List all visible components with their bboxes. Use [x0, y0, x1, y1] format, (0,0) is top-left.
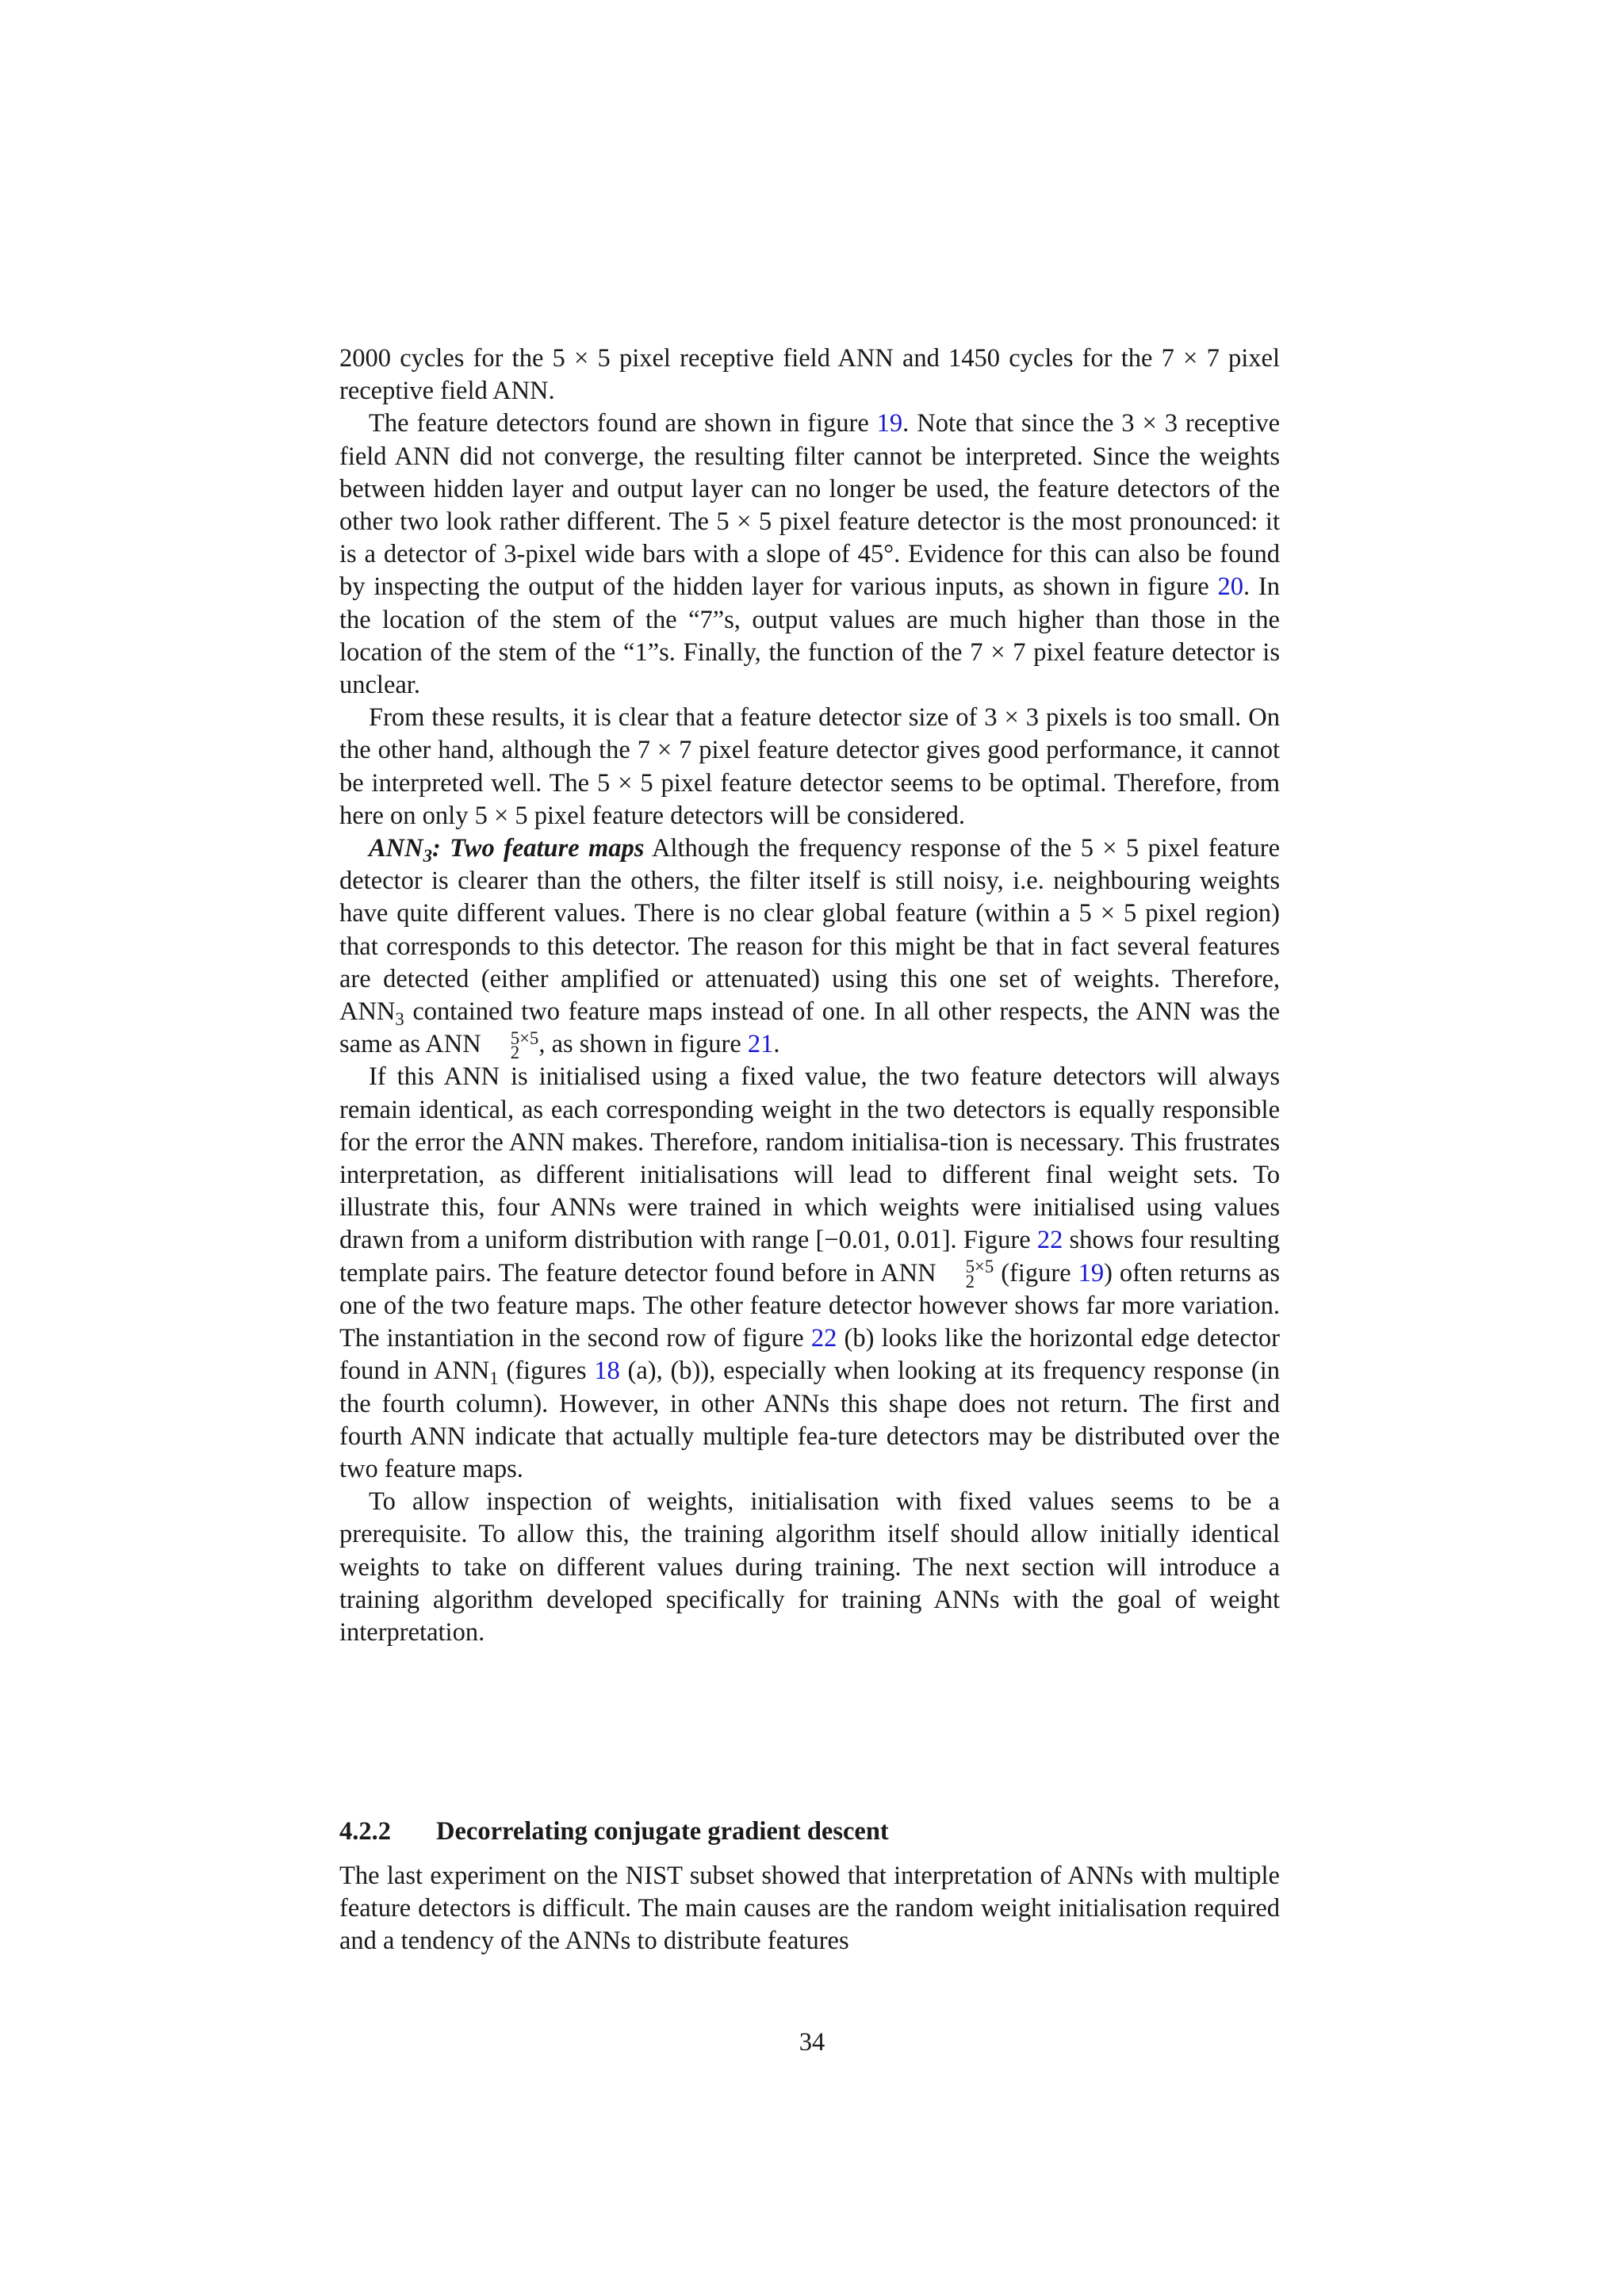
run-in-subscript: 3 — [423, 845, 432, 866]
paragraph-6-text: To allow inspection of weights, initialisation with fixed values seems to be a prerequisite. To allow this, the training algorithm itself should allow initially identical weights to take on different values during training. The next section will introduce a training algorithm developed specifically for training ANNs with the goal of weight interpretation. — [339, 1487, 1280, 1647]
ann2-5x5-scripts — [936, 1256, 994, 1292]
ann2-superscript: 5×5 — [510, 1027, 539, 1048]
paragraph-5-text-d: ) often returns as one of the two feature maps. The other feature detector however shows far more variation. The instantiation in the second row of figure — [339, 1258, 1280, 1353]
ann2-subscript: 2 — [965, 1271, 975, 1292]
body-text-top — [339, 342, 1280, 1649]
paragraph-5-text-e: (b) looks like the horizontal edge detector found in ANN — [339, 1324, 1280, 1386]
figure-22-link[interactable]: 22 — [810, 1324, 837, 1353]
paragraph-2-text-c: . In the location of the stem of the “7”s, output values are much higher than those in the location of the stem of the “1”s. Finally, the function of the 7 × 7 pixel feature detector is unclear. — [339, 572, 1280, 700]
paragraph-2-text-b: . Note that since the 3 × 3 receptive field ANN did not converge, the resulting filter cannot be interpreted. Since the weights between hidden layer and output layer can no longer be used, the feature detectors of the other two look rather different. The 5 × 5 pixel feature detector is the most pronounced: it is a detector of 3-pixel wide bars with a slope of 45°. Evidence for this can also be found by inspecting the output of the hidden layer for various inputs, as shown in figure — [339, 409, 1280, 602]
paragraph-5-text-f: (figures — [498, 1357, 595, 1386]
body-text-bottom — [339, 1860, 1280, 1958]
page-number: 34 — [799, 2028, 825, 2057]
paragraph-4-text-a: Although the frequency response of the 5 × 5 pixel feature detector is clearer than the others, the filter itself is still noisy, i.e. neighbouring weights have quite different values. There is no clear global feature (within a 5 × 5 pixel region) that corresponds to this detector. The reason for this might be that in fact several features are detected (either amplified or attenuated) using this one set of weights. Therefore, ANN — [339, 834, 1280, 1027]
paragraph-7 — [339, 1860, 1280, 1958]
paragraph-5 — [339, 1061, 1280, 1486]
paragraph-2 — [339, 408, 1280, 702]
paragraph-7-text: The last experiment on the NIST subset showed that interpretation of ANNs with multiple feature detectors is difficult. The main causes are the random weight initialisation required and a tendency of the ANNs to distribute features — [339, 1862, 1280, 1956]
paragraph-4-text-d: . — [773, 1030, 780, 1059]
figure-19-link[interactable]: 19 — [1078, 1258, 1105, 1288]
run-in-heading — [369, 834, 645, 866]
paragraph-5-text-b: shows four resulting template pairs. The feature detector found before in ANN — [339, 1226, 1280, 1288]
figure-21-link[interactable]: 21 — [747, 1030, 774, 1059]
paragraph-4-text-b: contained two feature maps instead of one. In all other respects, the ANN was the same as ANN — [339, 997, 1280, 1059]
ann2-5x5-scripts — [481, 1027, 539, 1063]
paragraph-4 — [339, 832, 1280, 1061]
ann2-subscript: 2 — [510, 1043, 520, 1063]
paragraph-5-text-g: (a), (b)), especially when looking at its frequency response (in the fourth column). However, in other ANNs this shape does not return. The first and fourth ANN indicate that actually multiple fea-ture detectors may be distributed over the two feature maps. — [339, 1357, 1280, 1483]
paragraph-2-text-a: The feature detectors found are shown in figure — [369, 409, 877, 438]
paragraph-5-text-c: (figure — [994, 1258, 1078, 1288]
paragraph-1 — [339, 342, 1280, 408]
paragraph-3-text: From these results, it is clear that a feature detector size of 3 × 3 pixels is too small. On the other hand, although the 7 × 7 pixel feature detector gives good performance, it cannot be interpreted well. The 5 × 5 pixel feature detector seems to be optimal. Therefore, from here on only 5 × 5 pixel feature detectors will be considered. — [339, 703, 1280, 830]
figure-19-link[interactable]: 19 — [876, 409, 903, 438]
section-heading — [339, 1816, 1280, 1848]
ann1-subscript: 1 — [489, 1368, 499, 1389]
ann3-subscript: 3 — [395, 1008, 404, 1029]
figure-18-link[interactable]: 18 — [594, 1357, 620, 1386]
paragraph-4-text-c: , as shown in figure — [538, 1030, 748, 1059]
figure-22-link[interactable]: 22 — [1036, 1226, 1063, 1255]
section-number: 4.2.2 — [339, 1817, 391, 1846]
paragraph-1-text: 2000 cycles for the 5 × 5 pixel receptive field ANN and 1450 cycles for the 7 × 7 pixel receptive field ANN. — [339, 344, 1280, 406]
paragraph-5-text-a: If this ANN is initialised using a fixed value, the two feature detectors will always remain identical, as each corresponding weight in the two detectors is equally responsible for the error the ANN makes. Therefore, random initialisa-tion is necessary. This frustrates interpretation, as different initialisations will lead to different final weight sets. To illustrate this, four ANNs were trained in which weights were initialised using values drawn from a uniform distribution with range [−0.01, 0.01]. Figure — [339, 1062, 1280, 1255]
paragraph-3 — [339, 702, 1280, 832]
paragraph-6 — [339, 1486, 1280, 1649]
ann2-superscript: 5×5 — [965, 1256, 994, 1276]
section-title: Decorrelating conjugate gradient descent — [436, 1817, 889, 1846]
run-in-ann: ANN — [369, 834, 423, 863]
run-in-title: : Two feature maps — [432, 834, 645, 863]
figure-20-link[interactable]: 20 — [1217, 572, 1243, 602]
